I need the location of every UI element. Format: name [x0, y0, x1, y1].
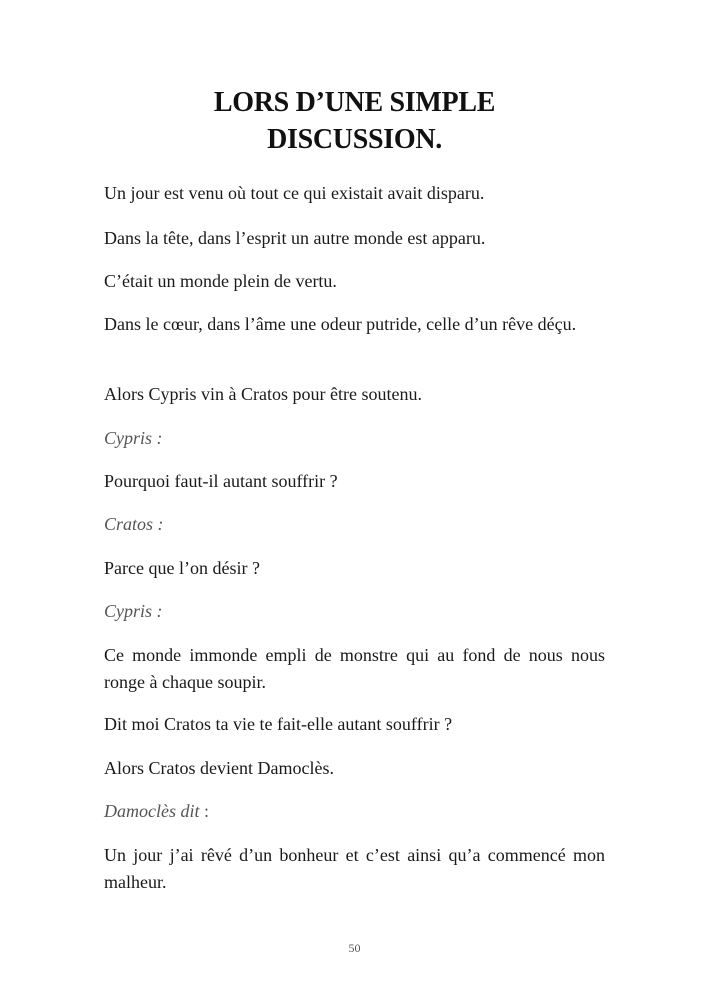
paragraph: Un jour est venu où tout ce qui existait avait disparu.: [104, 183, 485, 203]
paragraph: Alors Cypris vin à Cratos pour être soutenu.: [104, 384, 422, 404]
paragraph: Alors Cratos devient Damoclès.: [104, 758, 334, 778]
paragraph: C’était un monde plein de vertu.: [104, 271, 337, 291]
dialogue-line: Pourquoi faut-il autant souffrir ?: [104, 471, 338, 491]
speaker-name: Damoclès dit: [104, 801, 200, 821]
speaker-colon: :: [199, 801, 209, 821]
page-title: [0, 84, 709, 158]
page-number: 50: [348, 941, 361, 955]
speaker-label: Cratos :: [104, 514, 164, 534]
dialogue-line: Parce que l’on désir ?: [104, 558, 260, 578]
dialogue-line: Ce monde immonde empli de monstre qui au fond de nous nous ronge à chaque soupir.: [104, 645, 605, 692]
speaker-label: Cypris :: [104, 428, 163, 448]
title-line-2: DISCUSSION.: [267, 124, 442, 155]
paragraph: Dans la tête, dans l’esprit un autre monde est apparu.: [104, 228, 486, 248]
speaker-label: [104, 798, 605, 825]
dialogue-line: Un jour j’ai rêvé d’un bonheur et c’est ainsi qu’a commencé mon malheur.: [104, 845, 605, 892]
paragraph: Dans le cœur, dans l’âme une odeur putride, celle d’un rêve déçu.: [104, 314, 577, 334]
dialogue-line: Dit moi Cratos ta vie te fait-elle autant souffrir ?: [104, 714, 453, 734]
title-line-1: LORS D’UNE SIMPLE: [213, 87, 496, 118]
speaker-label: Cypris :: [104, 601, 163, 621]
